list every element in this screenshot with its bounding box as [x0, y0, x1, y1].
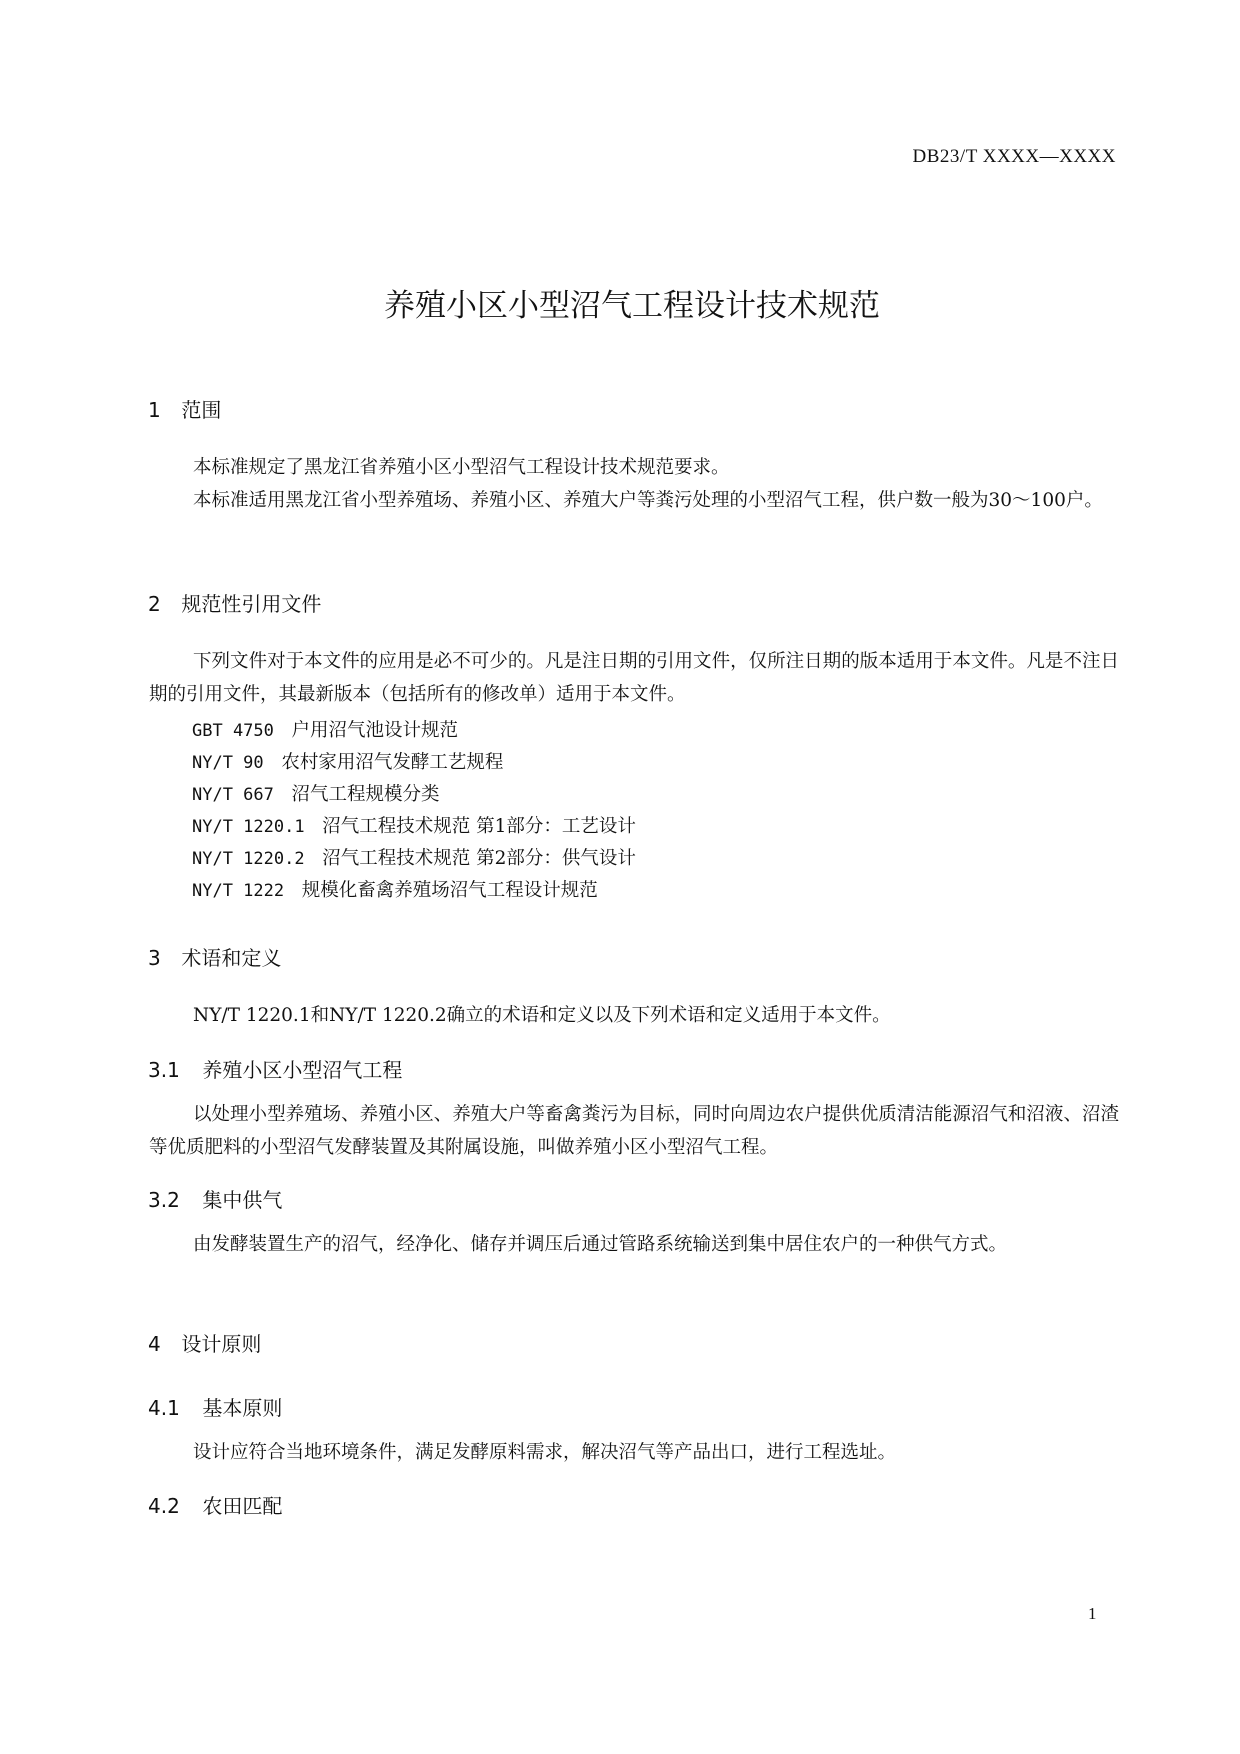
section-title: 农田匹配: [202, 1494, 283, 1518]
section-4-heading: [148, 1328, 261, 1357]
section-4-1-heading: [148, 1392, 282, 1421]
section-3-1-paragraph: 以处理小型养殖场、养殖小区、养殖大户等畜禽粪污为目标，同时向周边农户提供优质清洁能源沼气和沼液、沼渣等优质肥料的小型沼气发酵装置及其附属设施，叫做养殖小区小型沼气工程。: [149, 1104, 1119, 1158]
section-title: 规范性引用文件: [181, 592, 322, 616]
section-number: 3.2: [148, 1188, 180, 1212]
section-1-paragraph-2: 本标准适用黑龙江省小型养殖场、养殖小区、养殖大户等粪污处理的小型沼气工程，供户数一般为30～100户。: [193, 490, 1103, 511]
section-number: 2: [148, 592, 161, 616]
section-4-1-paragraph: 设计应符合当地环境条件，满足发酵原料需求，解决沼气等产品出口，进行工程选址。: [193, 1442, 897, 1463]
reference-code: NY/T 1220.2: [192, 849, 305, 869]
section-number: 3: [148, 946, 161, 970]
section-title: 范围: [181, 398, 222, 422]
section-4-2-heading: [148, 1490, 282, 1519]
section-2-heading: [148, 588, 321, 617]
reference-code: NY/T 1220.1: [192, 817, 305, 837]
reference-item: [192, 812, 636, 838]
reference-title: 农村家用沼气发酵工艺规程: [281, 752, 504, 773]
reference-title: 规模化畜禽养殖场沼气工程设计规范: [301, 880, 598, 901]
section-number: 4.2: [148, 1494, 180, 1518]
section-3-heading: [148, 942, 281, 971]
reference-code: NY/T 90: [192, 753, 264, 773]
section-title: 设计原则: [181, 1332, 262, 1356]
section-2-paragraph-1: 下列文件对于本文件的应用是必不可少的。凡是注日期的引用文件，仅所注日期的版本适用于本文件。凡是不注日期的引用文件，其最新版本（包括所有的修改单）适用于本文件。: [149, 651, 1119, 705]
reference-item: [192, 716, 458, 742]
section-number: 4: [148, 1332, 161, 1356]
section-number: 1: [148, 398, 161, 422]
reference-title: 沼气工程技术规范 第1部分：工艺设计: [322, 816, 636, 837]
section-number: 3.1: [148, 1058, 180, 1082]
reference-item: [192, 748, 503, 774]
reference-code: NY/T 667: [192, 785, 274, 805]
section-title: 集中供气: [202, 1188, 283, 1212]
document-title: 养殖小区小型沼气工程设计技术规范: [384, 288, 880, 324]
section-number: 4.1: [148, 1396, 180, 1420]
reference-title: 沼气工程技术规范 第2部分：供气设计: [322, 848, 636, 869]
document-code: DB23/T XXXX—XXXX: [912, 146, 1116, 167]
reference-item: [192, 876, 598, 902]
section-title: 基本原则: [202, 1396, 283, 1420]
reference-title: 户用沼气池设计规范: [291, 720, 459, 741]
section-3-1-heading: [148, 1054, 402, 1083]
reference-item: [192, 780, 440, 806]
section-3-2-paragraph: 由发酵装置生产的沼气，经净化、储存并调压后通过管路系统输送到集中居住农户的一种供气方式。: [193, 1234, 1008, 1255]
section-1-paragraph-1: 本标准规定了黑龙江省养殖小区小型沼气工程设计技术规范要求。: [193, 457, 730, 478]
section-3-2-heading: [148, 1184, 282, 1213]
reference-code: GBT 4750: [192, 721, 274, 741]
reference-item: [192, 844, 636, 870]
section-3-paragraph-1: NY/T 1220.1和NY/T 1220.2确立的术语和定义以及下列术语和定义适用于本文件。: [193, 1005, 891, 1026]
section-1-heading: [148, 394, 221, 423]
reference-code: NY/T 1222: [192, 881, 285, 901]
section-title: 养殖小区小型沼气工程: [202, 1058, 403, 1082]
section-title: 术语和定义: [181, 946, 282, 970]
page-number: 1: [1088, 1604, 1097, 1623]
reference-title: 沼气工程规模分类: [291, 784, 440, 805]
